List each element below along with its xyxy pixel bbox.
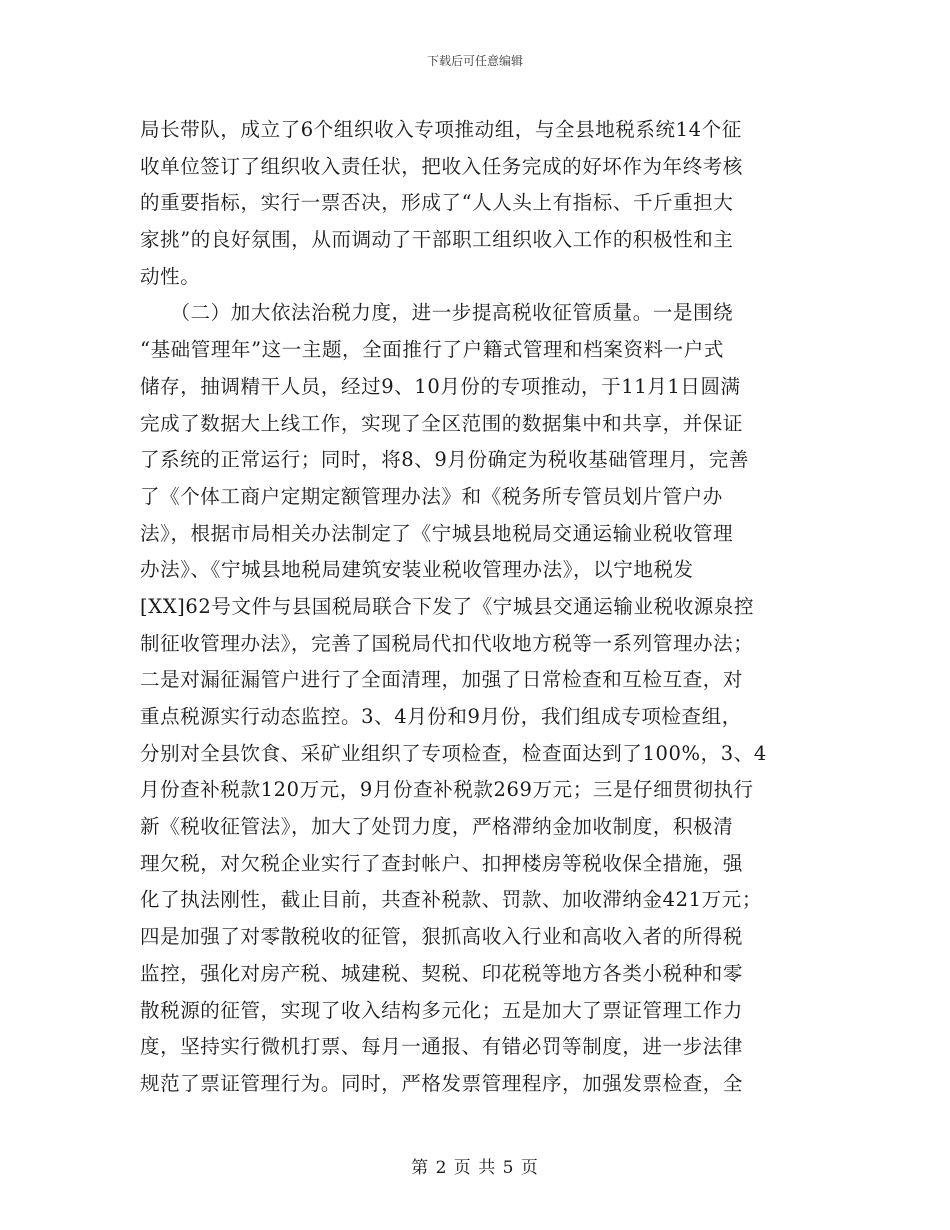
- body-line: 的重要指标，实行一票否决，形成了“人人头上有指标、千斤重担大: [140, 191, 734, 215]
- body-line: 四是加强了对零散税收的征管，狠抓高收入行业和高收入者的所得税: [140, 925, 744, 949]
- body-line: 散税源的征管，实现了收入结构多元化；五是加大了票证管理工作力: [140, 998, 744, 1022]
- body-line: 规范了票证管理行为。同时，严格发票管理程序，加强发票检查，全: [140, 1071, 744, 1095]
- body-line: 理欠税，对欠税企业实行了查封帐户、扣押楼房等税收保全措施，强: [140, 851, 744, 875]
- body-line: 家挑”的良好氛围，从而调动了干部职工组织收入工作的积极性和主: [140, 228, 734, 252]
- body-line: 动性。: [140, 264, 201, 288]
- body-line: 了《个体工商户定期定额管理办法》和《税务所专管员划片管户办: [140, 484, 723, 508]
- body-line: 重点税源实行动态监控。3、4月份和9月份，我们组成专项检查组，: [140, 705, 742, 728]
- body-line: [XX]62号文件与县国税局联合下发了《宁城县交通运输业税收源泉控: [140, 594, 755, 618]
- body-line: 新《税收征管法》，加大了处罚力度，严格滞纳金加收制度，积极清: [140, 815, 734, 839]
- body-line: 储存，抽调精干人员，经过9、10月份的专项推动，于11月1日圆满: [140, 374, 741, 398]
- body-line: 收单位签订了组织收入责任状，把收入任务完成的好坏作为年终考核: [140, 154, 744, 178]
- body-line: 分别对全县饮食、采矿业组织了专项检查，检查面达到了100%，3、4: [140, 741, 767, 765]
- page-header: 下载后可任意编辑: [426, 54, 523, 68]
- page-footer: 第 2 页 共 5 页: [411, 1158, 539, 1178]
- body-line: “基础管理年”这一主题，全面推行了户籍式管理和档案资料一户式: [140, 338, 724, 362]
- body-line: 化了执法刚性，截止目前，共查补税款、罚款、加收滞纳金421万元；: [140, 888, 762, 912]
- body-line: （二）加大依法治税力度，进一步提高税收征管质量。一是围绕: [140, 301, 734, 325]
- body-line: 制征收管理办法》，完善了国税局代扣代收地方税等一系列管理办法；: [140, 631, 754, 655]
- body-line: 办法》、《宁城县地税局建筑安装业税收管理办法》，以宁地税发: [140, 558, 694, 582]
- body-line: 法》，根据市局相关办法制定了《宁城县地税局交通运输业税收管理: [140, 521, 734, 545]
- body-line: 二是对漏征漏管户进行了全面清理，加强了日常检查和互检互查，对: [140, 668, 744, 692]
- body-line: 度，坚持实行微机打票、每月一通报、有错必罚等制度，进一步法律: [140, 1035, 744, 1059]
- body-line: 月份查补税款120万元，9月份查补税款269万元；三是仔细贯彻执行: [140, 778, 754, 802]
- body-line: 监控，强化对房产税、城建税、契税、印花税等地方各类小税种和零: [140, 961, 744, 985]
- document-body: [140, 112, 814, 1103]
- body-line: 局长带队，成立了6个组织收入专项推动组，与全县地税系统14个征: [140, 118, 742, 141]
- body-line: 了系统的正常运行；同时，将8、9月份确定为税收基础管理月，完善: [140, 448, 749, 472]
- body-line: 完成了数据大上线工作，实现了全区范围的数据集中和共享，并保证: [140, 411, 744, 435]
